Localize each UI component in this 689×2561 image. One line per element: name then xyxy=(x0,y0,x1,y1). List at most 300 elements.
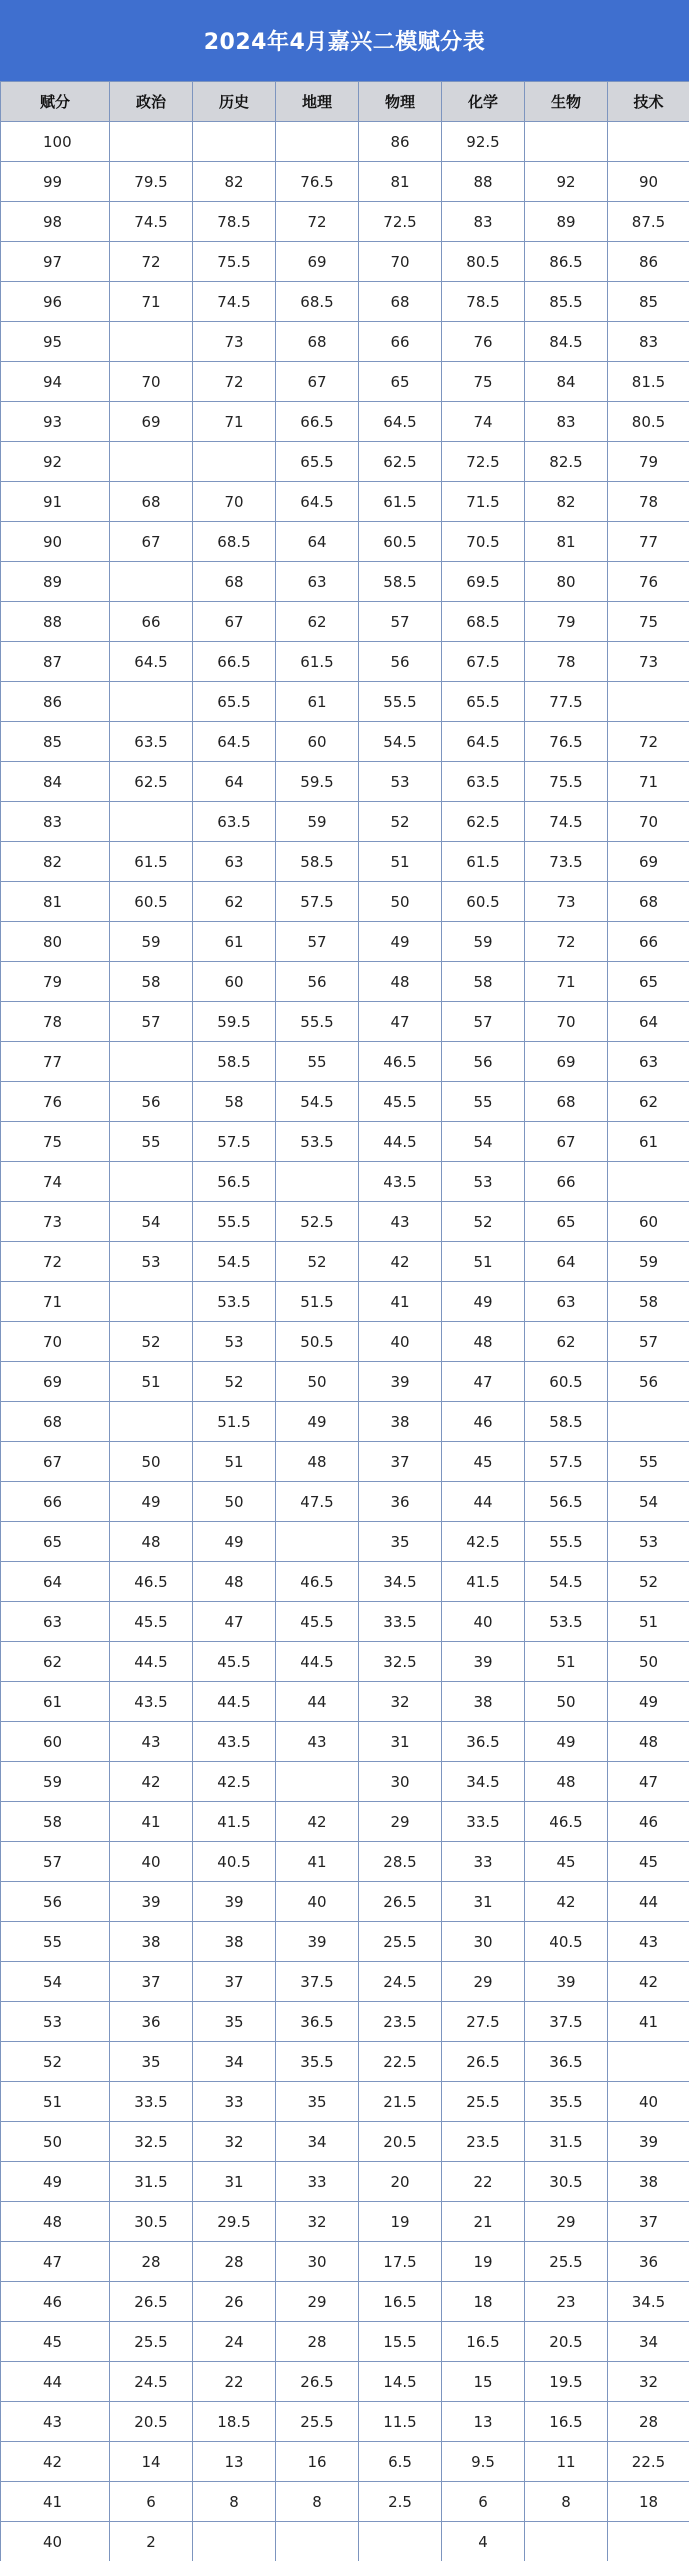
table-row xyxy=(1,1362,689,1402)
raw-score-cell: 84.5 xyxy=(525,322,608,362)
raw-score-cell: 37.5 xyxy=(525,2002,608,2042)
raw-score-cell: 68 xyxy=(359,282,442,322)
raw-score-cell: 73 xyxy=(525,882,608,922)
raw-score-cell: 43.5 xyxy=(110,1682,193,1722)
raw-score-cell xyxy=(193,122,276,162)
table-row xyxy=(1,402,689,442)
raw-score-cell: 66 xyxy=(110,602,193,642)
raw-score-cell: 78.5 xyxy=(193,202,276,242)
raw-score-cell: 67 xyxy=(110,522,193,562)
raw-score-cell: 35 xyxy=(359,1522,442,1562)
raw-score-cell: 43.5 xyxy=(359,1162,442,1202)
table-row xyxy=(1,1682,689,1722)
table-row xyxy=(1,802,689,842)
table-row xyxy=(1,562,689,602)
raw-score-cell: 45.5 xyxy=(276,1602,359,1642)
score-cell: 97 xyxy=(1,242,110,282)
raw-score-cell: 71 xyxy=(608,762,689,802)
raw-score-cell: 68 xyxy=(110,482,193,522)
raw-score-cell: 35.5 xyxy=(276,2042,359,2082)
raw-score-cell: 16.5 xyxy=(359,2282,442,2322)
raw-score-cell: 25.5 xyxy=(276,2402,359,2442)
score-cell: 99 xyxy=(1,162,110,202)
score-cell: 93 xyxy=(1,402,110,442)
raw-score-cell: 64.5 xyxy=(193,722,276,762)
raw-score-cell: 37 xyxy=(359,1442,442,1482)
raw-score-cell: 34 xyxy=(276,2122,359,2162)
raw-score-cell: 47 xyxy=(442,1362,525,1402)
raw-score-cell: 11 xyxy=(525,2442,608,2482)
raw-score-cell: 46.5 xyxy=(525,1802,608,1842)
score-cell: 81 xyxy=(1,882,110,922)
raw-score-cell: 20 xyxy=(359,2162,442,2202)
table-row xyxy=(1,1962,689,2002)
raw-score-cell: 85.5 xyxy=(525,282,608,322)
raw-score-cell: 53 xyxy=(608,1522,689,1562)
raw-score-cell: 54.5 xyxy=(193,1242,276,1282)
raw-score-cell: 55.5 xyxy=(359,682,442,722)
raw-score-cell: 56 xyxy=(442,1042,525,1082)
raw-score-cell: 18.5 xyxy=(193,2402,276,2442)
raw-score-cell: 63.5 xyxy=(442,762,525,802)
raw-score-cell: 64.5 xyxy=(276,482,359,522)
score-cell: 68 xyxy=(1,1402,110,1442)
score-cell: 71 xyxy=(1,1282,110,1322)
raw-score-cell: 47.5 xyxy=(276,1482,359,1522)
raw-score-cell: 49 xyxy=(442,1282,525,1322)
score-cell: 90 xyxy=(1,522,110,562)
raw-score-cell: 55 xyxy=(442,1082,525,1122)
table-row xyxy=(1,1122,689,1162)
score-cell: 54 xyxy=(1,1962,110,2002)
score-cell: 96 xyxy=(1,282,110,322)
raw-score-cell: 75 xyxy=(608,602,689,642)
table-row xyxy=(1,1202,689,1242)
raw-score-cell: 43 xyxy=(276,1722,359,1762)
raw-score-cell: 43 xyxy=(608,1922,689,1962)
raw-score-cell: 74 xyxy=(442,402,525,442)
raw-score-cell: 41 xyxy=(110,1802,193,1842)
raw-score-cell: 57 xyxy=(110,1002,193,1042)
raw-score-cell: 21.5 xyxy=(359,2082,442,2122)
raw-score-cell: 42 xyxy=(608,1962,689,2002)
raw-score-cell: 39 xyxy=(110,1882,193,1922)
raw-score-cell: 80 xyxy=(525,562,608,602)
raw-score-cell: 73 xyxy=(193,322,276,362)
raw-score-cell: 51.5 xyxy=(193,1402,276,1442)
raw-score-cell: 49 xyxy=(608,1682,689,1722)
raw-score-cell: 60.5 xyxy=(110,882,193,922)
raw-score-cell: 52 xyxy=(276,1242,359,1282)
raw-score-cell: 40 xyxy=(608,2082,689,2122)
raw-score-cell: 22.5 xyxy=(608,2442,689,2482)
raw-score-cell: 47 xyxy=(359,1002,442,1042)
raw-score-cell xyxy=(110,1282,193,1322)
score-cell: 64 xyxy=(1,1562,110,1602)
table-row xyxy=(1,1402,689,1442)
raw-score-cell: 51 xyxy=(359,842,442,882)
raw-score-cell: 28 xyxy=(276,2322,359,2362)
score-cell: 43 xyxy=(1,2402,110,2442)
score-cell: 79 xyxy=(1,962,110,1002)
table-row xyxy=(1,2282,689,2322)
table-row xyxy=(1,1922,689,1962)
score-cell: 53 xyxy=(1,2002,110,2042)
raw-score-cell: 78 xyxy=(525,642,608,682)
table-row xyxy=(1,2082,689,2122)
raw-score-cell: 8 xyxy=(525,2482,608,2522)
raw-score-cell: 58.5 xyxy=(276,842,359,882)
score-cell: 66 xyxy=(1,1482,110,1522)
raw-score-cell: 64.5 xyxy=(442,722,525,762)
raw-score-cell: 16.5 xyxy=(525,2402,608,2442)
raw-score-cell: 35.5 xyxy=(525,2082,608,2122)
raw-score-cell: 46.5 xyxy=(110,1562,193,1602)
raw-score-cell xyxy=(608,122,689,162)
score-cell: 67 xyxy=(1,1442,110,1482)
raw-score-cell: 53.5 xyxy=(525,1602,608,1642)
raw-score-cell: 34.5 xyxy=(608,2282,689,2322)
raw-score-cell: 73 xyxy=(608,642,689,682)
table-row xyxy=(1,1442,689,1482)
raw-score-cell: 9.5 xyxy=(442,2442,525,2482)
raw-score-cell: 29 xyxy=(276,2282,359,2322)
table-body xyxy=(1,122,689,2561)
table-row xyxy=(1,1802,689,1842)
raw-score-cell: 44 xyxy=(276,1682,359,1722)
raw-score-cell: 92.5 xyxy=(442,122,525,162)
raw-score-cell: 36 xyxy=(110,2002,193,2042)
raw-score-cell: 52 xyxy=(110,1322,193,1362)
raw-score-cell: 47 xyxy=(193,1602,276,1642)
raw-score-cell: 68 xyxy=(525,1082,608,1122)
raw-score-cell: 15.5 xyxy=(359,2322,442,2362)
raw-score-cell: 64 xyxy=(193,762,276,802)
raw-score-cell: 35 xyxy=(193,2002,276,2042)
raw-score-cell: 70 xyxy=(193,482,276,522)
raw-score-cell: 42 xyxy=(525,1882,608,1922)
score-cell: 47 xyxy=(1,2242,110,2282)
score-cell: 89 xyxy=(1,562,110,602)
table-row xyxy=(1,2042,689,2082)
score-cell: 94 xyxy=(1,362,110,402)
raw-score-cell: 59.5 xyxy=(276,762,359,802)
table-row xyxy=(1,762,689,802)
raw-score-cell: 53 xyxy=(359,762,442,802)
raw-score-cell: 38 xyxy=(193,1922,276,1962)
raw-score-cell: 71 xyxy=(110,282,193,322)
raw-score-cell: 48 xyxy=(276,1442,359,1482)
raw-score-cell: 63 xyxy=(276,562,359,602)
table-row xyxy=(1,1082,689,1122)
raw-score-cell xyxy=(276,1522,359,1562)
raw-score-cell: 49 xyxy=(525,1722,608,1762)
raw-score-cell: 70 xyxy=(608,802,689,842)
raw-score-cell: 58 xyxy=(110,962,193,1002)
raw-score-cell: 60 xyxy=(276,722,359,762)
raw-score-cell: 51.5 xyxy=(276,1282,359,1322)
raw-score-cell: 69.5 xyxy=(442,562,525,602)
raw-score-cell: 39 xyxy=(608,2122,689,2162)
raw-score-cell: 77 xyxy=(608,522,689,562)
score-cell: 44 xyxy=(1,2362,110,2402)
raw-score-cell: 26.5 xyxy=(110,2282,193,2322)
raw-score-cell: 54.5 xyxy=(359,722,442,762)
raw-score-cell: 65 xyxy=(525,1202,608,1242)
raw-score-cell: 49 xyxy=(276,1402,359,1442)
table-row xyxy=(1,2482,689,2522)
raw-score-cell: 72.5 xyxy=(359,202,442,242)
column-header: 物理 xyxy=(359,82,442,122)
raw-score-cell xyxy=(193,2522,276,2561)
raw-score-cell: 43.5 xyxy=(193,1722,276,1762)
raw-score-cell: 58 xyxy=(193,1082,276,1122)
raw-score-cell: 59 xyxy=(276,802,359,842)
raw-score-cell: 33 xyxy=(193,2082,276,2122)
raw-score-cell xyxy=(110,1042,193,1082)
score-cell: 62 xyxy=(1,1642,110,1682)
raw-score-cell: 56.5 xyxy=(193,1162,276,1202)
raw-score-cell: 6.5 xyxy=(359,2442,442,2482)
score-cell: 87 xyxy=(1,642,110,682)
raw-score-cell: 50 xyxy=(110,1442,193,1482)
score-cell: 75 xyxy=(1,1122,110,1162)
raw-score-cell: 15 xyxy=(442,2362,525,2402)
raw-score-cell: 77.5 xyxy=(525,682,608,722)
raw-score-cell: 2.5 xyxy=(359,2482,442,2522)
raw-score-cell: 46.5 xyxy=(276,1562,359,1602)
raw-score-cell: 42 xyxy=(110,1762,193,1802)
raw-score-cell: 40 xyxy=(359,1322,442,1362)
raw-score-cell: 82 xyxy=(525,482,608,522)
raw-score-cell: 14.5 xyxy=(359,2362,442,2402)
score-cell: 74 xyxy=(1,1162,110,1202)
raw-score-cell: 70 xyxy=(359,242,442,282)
raw-score-cell: 57 xyxy=(442,1002,525,1042)
raw-score-cell: 16 xyxy=(276,2442,359,2482)
raw-score-cell: 40.5 xyxy=(525,1922,608,1962)
raw-score-cell: 74.5 xyxy=(193,282,276,322)
table-row xyxy=(1,282,689,322)
raw-score-cell: 68.5 xyxy=(193,522,276,562)
raw-score-cell: 34 xyxy=(193,2042,276,2082)
raw-score-cell: 55 xyxy=(276,1042,359,1082)
raw-score-cell: 41 xyxy=(276,1842,359,1882)
raw-score-cell: 55.5 xyxy=(276,1002,359,1042)
score-cell: 86 xyxy=(1,682,110,722)
raw-score-cell: 92 xyxy=(525,162,608,202)
raw-score-cell xyxy=(276,1162,359,1202)
raw-score-cell: 76 xyxy=(608,562,689,602)
raw-score-cell: 45.5 xyxy=(359,1082,442,1122)
raw-score-cell: 50 xyxy=(276,1362,359,1402)
raw-score-cell: 59.5 xyxy=(193,1002,276,1042)
raw-score-cell: 50.5 xyxy=(276,1322,359,1362)
raw-score-cell: 62 xyxy=(276,602,359,642)
raw-score-cell: 72 xyxy=(525,922,608,962)
raw-score-cell: 54 xyxy=(110,1202,193,1242)
raw-score-cell: 19 xyxy=(359,2202,442,2242)
score-cell: 45 xyxy=(1,2322,110,2362)
raw-score-cell: 61 xyxy=(608,1122,689,1162)
raw-score-cell: 74.5 xyxy=(110,202,193,242)
raw-score-cell: 31 xyxy=(442,1882,525,1922)
raw-score-cell: 67.5 xyxy=(442,642,525,682)
raw-score-cell: 79 xyxy=(608,442,689,482)
score-cell: 98 xyxy=(1,202,110,242)
raw-score-cell: 41 xyxy=(359,1282,442,1322)
score-cell: 69 xyxy=(1,1362,110,1402)
raw-score-cell: 55 xyxy=(110,1122,193,1162)
raw-score-cell xyxy=(276,122,359,162)
score-cell: 100 xyxy=(1,122,110,162)
raw-score-cell: 51 xyxy=(110,1362,193,1402)
raw-score-cell: 42.5 xyxy=(193,1762,276,1802)
raw-score-cell: 53 xyxy=(442,1162,525,1202)
raw-score-cell: 28 xyxy=(110,2242,193,2282)
raw-score-cell: 87.5 xyxy=(608,202,689,242)
raw-score-cell: 39 xyxy=(193,1882,276,1922)
score-cell: 42 xyxy=(1,2442,110,2482)
raw-score-cell: 90 xyxy=(608,162,689,202)
column-header: 政治 xyxy=(110,82,193,122)
column-header: 历史 xyxy=(193,82,276,122)
raw-score-cell: 41 xyxy=(608,2002,689,2042)
raw-score-cell: 62.5 xyxy=(442,802,525,842)
raw-score-cell: 45 xyxy=(608,1842,689,1882)
table-row xyxy=(1,1562,689,1602)
raw-score-cell: 72 xyxy=(608,722,689,762)
table-row xyxy=(1,2442,689,2482)
raw-score-cell: 75.5 xyxy=(193,242,276,282)
raw-score-cell: 35 xyxy=(110,2042,193,2082)
raw-score-cell: 23.5 xyxy=(359,2002,442,2042)
raw-score-cell: 29 xyxy=(525,2202,608,2242)
raw-score-cell: 61.5 xyxy=(442,842,525,882)
raw-score-cell: 33 xyxy=(276,2162,359,2202)
raw-score-cell: 20.5 xyxy=(359,2122,442,2162)
score-cell: 76 xyxy=(1,1082,110,1122)
raw-score-cell: 75.5 xyxy=(525,762,608,802)
table-row xyxy=(1,322,689,362)
column-header: 生物 xyxy=(525,82,608,122)
raw-score-cell: 26.5 xyxy=(442,2042,525,2082)
raw-score-cell: 31 xyxy=(193,2162,276,2202)
score-cell: 92 xyxy=(1,442,110,482)
table-row xyxy=(1,482,689,522)
column-header: 地理 xyxy=(276,82,359,122)
raw-score-cell: 13 xyxy=(442,2402,525,2442)
table-row xyxy=(1,1282,689,1322)
raw-score-cell: 39 xyxy=(359,1362,442,1402)
table-title: 2024年4月嘉兴二模赋分表 xyxy=(0,0,689,81)
raw-score-cell: 69 xyxy=(525,1042,608,1082)
raw-score-cell xyxy=(525,2522,608,2561)
raw-score-cell: 40.5 xyxy=(193,1842,276,1882)
raw-score-cell: 44 xyxy=(442,1482,525,1522)
raw-score-cell: 60 xyxy=(608,1202,689,1242)
raw-score-cell: 46.5 xyxy=(359,1042,442,1082)
raw-score-cell: 85 xyxy=(608,282,689,322)
raw-score-cell: 79 xyxy=(525,602,608,642)
raw-score-cell: 61.5 xyxy=(359,482,442,522)
table-row xyxy=(1,2522,689,2561)
table-row xyxy=(1,1842,689,1882)
raw-score-cell: 38 xyxy=(110,1922,193,1962)
score-cell: 40 xyxy=(1,2522,110,2561)
raw-score-cell: 18 xyxy=(442,2282,525,2322)
raw-score-cell: 59 xyxy=(608,1242,689,1282)
raw-score-cell: 70.5 xyxy=(442,522,525,562)
raw-score-cell: 20.5 xyxy=(110,2402,193,2442)
score-cell: 78 xyxy=(1,1002,110,1042)
raw-score-cell: 48 xyxy=(608,1722,689,1762)
raw-score-cell: 19 xyxy=(442,2242,525,2282)
raw-score-cell: 30 xyxy=(442,1922,525,1962)
raw-score-cell xyxy=(110,562,193,602)
score-cell: 57 xyxy=(1,1842,110,1882)
table-row xyxy=(1,1762,689,1802)
raw-score-cell xyxy=(276,2522,359,2561)
raw-score-cell: 59 xyxy=(442,922,525,962)
raw-score-cell: 70 xyxy=(110,362,193,402)
raw-score-cell: 69 xyxy=(110,402,193,442)
raw-score-cell: 66.5 xyxy=(276,402,359,442)
raw-score-cell: 56 xyxy=(608,1362,689,1402)
table-row xyxy=(1,1002,689,1042)
raw-score-cell: 42.5 xyxy=(442,1522,525,1562)
raw-score-cell: 68 xyxy=(608,882,689,922)
raw-score-cell: 25.5 xyxy=(525,2242,608,2282)
raw-score-cell xyxy=(193,442,276,482)
raw-score-cell: 25.5 xyxy=(110,2322,193,2362)
raw-score-cell: 68 xyxy=(193,562,276,602)
raw-score-cell: 68 xyxy=(276,322,359,362)
raw-score-cell: 8 xyxy=(276,2482,359,2522)
table-row xyxy=(1,962,689,1002)
column-header: 赋分 xyxy=(1,82,110,122)
raw-score-cell: 30 xyxy=(276,2242,359,2282)
table-row xyxy=(1,842,689,882)
raw-score-cell: 54 xyxy=(608,1482,689,1522)
score-cell: 73 xyxy=(1,1202,110,1242)
score-cell: 84 xyxy=(1,762,110,802)
raw-score-cell: 86 xyxy=(359,122,442,162)
raw-score-cell: 78.5 xyxy=(442,282,525,322)
raw-score-cell: 41.5 xyxy=(193,1802,276,1842)
raw-score-cell xyxy=(276,1762,359,1802)
raw-score-cell: 59 xyxy=(110,922,193,962)
raw-score-cell: 88 xyxy=(442,162,525,202)
raw-score-cell: 65 xyxy=(608,962,689,1002)
raw-score-cell: 83 xyxy=(525,402,608,442)
raw-score-cell: 56 xyxy=(276,962,359,1002)
score-cell: 83 xyxy=(1,802,110,842)
table-row xyxy=(1,2002,689,2042)
raw-score-cell: 82.5 xyxy=(525,442,608,482)
raw-score-cell: 30.5 xyxy=(110,2202,193,2242)
table-row xyxy=(1,2242,689,2282)
table-row xyxy=(1,1242,689,1282)
raw-score-cell: 65 xyxy=(359,362,442,402)
raw-score-cell: 65.5 xyxy=(276,442,359,482)
raw-score-cell: 32 xyxy=(359,1682,442,1722)
raw-score-cell: 66 xyxy=(608,922,689,962)
raw-score-cell: 48 xyxy=(193,1562,276,1602)
raw-score-cell: 54 xyxy=(442,1122,525,1162)
raw-score-cell xyxy=(110,442,193,482)
score-cell: 77 xyxy=(1,1042,110,1082)
